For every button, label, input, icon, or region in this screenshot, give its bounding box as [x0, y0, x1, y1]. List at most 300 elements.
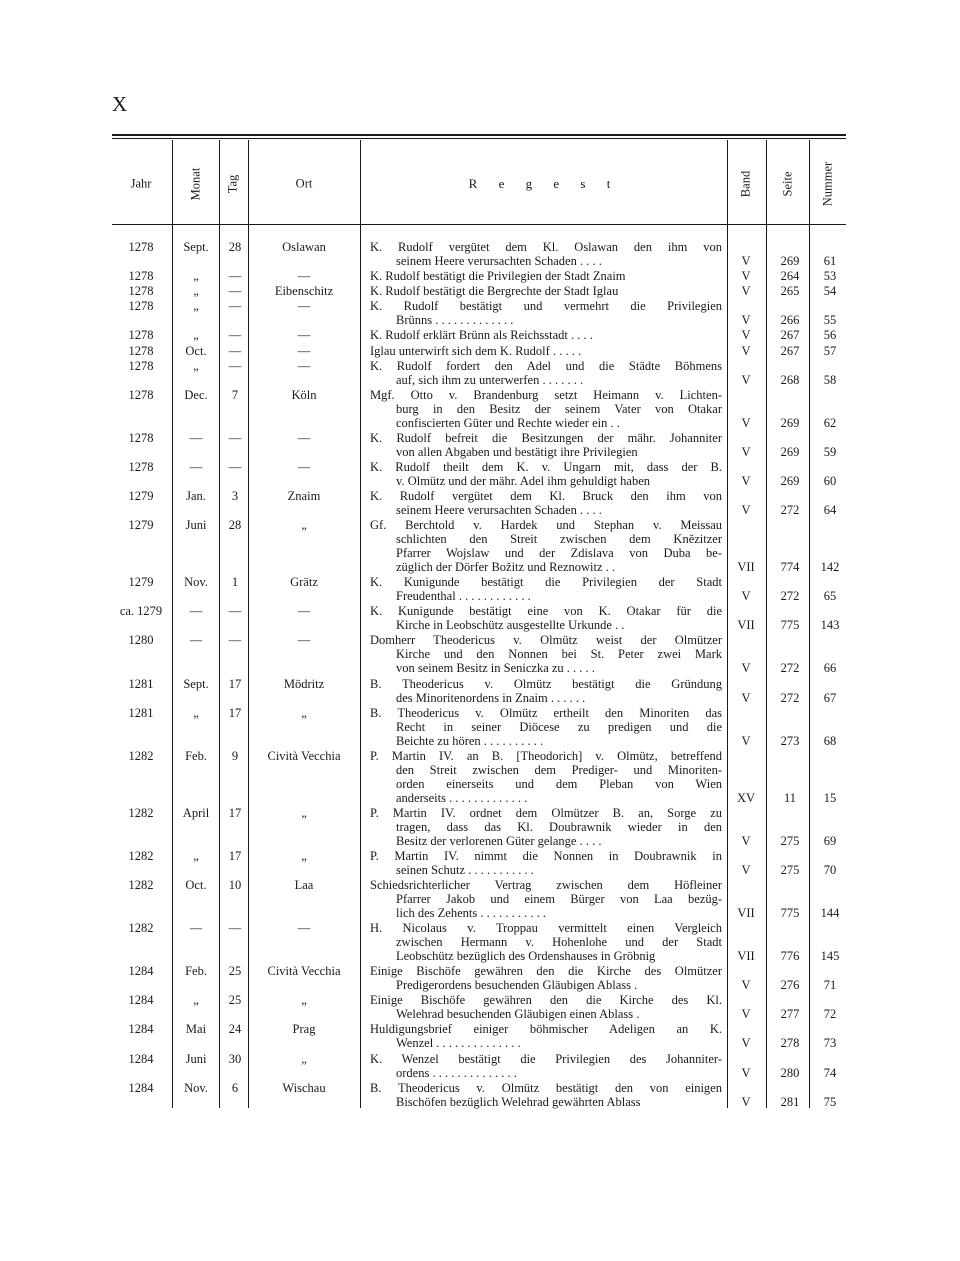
cell-regest — [370, 431, 722, 459]
cell-jahr: 1282 — [128, 878, 154, 892]
cell-jahr: 1284 — [128, 964, 154, 979]
cell-seite: 267 — [780, 328, 800, 343]
regest-line: B. Theodericus v. Olmütz bestätigt die Gründung — [370, 676, 722, 691]
cell-nummer: 142 — [820, 560, 840, 575]
table-row — [0, 489, 960, 517]
regest-line: lich des Zehents . . . . . . . . . . . — [396, 906, 546, 920]
cell-ort: Wischau — [282, 1080, 326, 1095]
cell-nummer: 145 — [820, 949, 840, 964]
cell-tag: — — [228, 299, 242, 314]
cell-monat: April — [182, 805, 210, 820]
table-row — [0, 633, 960, 675]
regest-line: K. Rudolf bestätigt die Privilegien der Stadt Znaim — [370, 269, 626, 284]
cell-seite: 269 — [780, 254, 800, 268]
cell-regest — [370, 359, 722, 387]
cell-seite: 273 — [780, 733, 800, 748]
regest-line: Huldigungsbrief einiger böhmischer Adeligen an K. — [370, 1022, 722, 1037]
table-row — [0, 284, 960, 298]
cell-seite: 774 — [780, 560, 800, 575]
cell-regest — [370, 388, 722, 430]
cell-regest — [370, 849, 722, 877]
regest-line: confiscierten Güter und Rechte wieder ein . . — [396, 415, 620, 430]
table-row — [0, 921, 960, 963]
cell-ort: „ — [301, 705, 307, 720]
regest-line: Wenzel . . . . . . . . . . . . . . — [396, 1036, 521, 1051]
cell-tag: — — [228, 343, 242, 358]
regest-line: Gf. Berchtold v. Hardek und Stephan v. Meissau — [370, 518, 722, 533]
cell-nummer: 65 — [823, 589, 837, 604]
regest-line: Mgf. Otto v. Brandenburg setzt Heimann v. Lichten- — [370, 387, 722, 402]
cell-nummer: 143 — [820, 618, 840, 633]
cell-tag: 9 — [231, 748, 239, 763]
cell-regest — [370, 633, 722, 675]
regest-line: Recht in seiner Diöcese zu predigen und die — [396, 719, 722, 734]
regest-line: P. Martin IV. an B. [Theodorich] v. Olmütz, betreffend — [370, 748, 722, 763]
cell-nummer: 73 — [823, 1036, 837, 1051]
cell-band: V — [741, 313, 751, 328]
cell-nummer: 55 — [823, 313, 837, 328]
cell-tag: 17 — [228, 705, 242, 720]
cell-nummer: 69 — [823, 833, 837, 848]
cell-band: V — [741, 661, 751, 676]
regest-line: Freudenthal . . . . . . . . . . . . — [396, 589, 531, 604]
cell-regest — [370, 921, 722, 963]
cell-tag: 3 — [231, 489, 239, 503]
cell-jahr: 1278 — [128, 343, 154, 358]
cell-regest — [370, 604, 722, 632]
regest-line: Kirche in Leobschütz ausgestellte Urkunde . . — [396, 618, 625, 633]
cell-band: VII — [737, 949, 755, 964]
table-row — [0, 849, 960, 877]
cell-ort: Cività Vecchia — [267, 748, 341, 763]
regest-line: Beichte zu hören . . . . . . . . . . — [396, 733, 544, 748]
cell-seite: 267 — [780, 343, 800, 358]
cell-nummer: 70 — [823, 862, 837, 877]
cell-jahr: 1279 — [128, 575, 154, 590]
regest-line: Schiedsrichterlicher Vertrag zwischen dem Höfleiner — [370, 878, 722, 892]
cell-band: V — [741, 444, 751, 459]
cell-regest — [370, 1022, 722, 1050]
cell-band: V — [741, 328, 751, 343]
cell-tag: — — [228, 604, 242, 619]
cell-regest — [370, 964, 722, 992]
cell-band: V — [741, 1036, 751, 1051]
table-row — [0, 388, 960, 430]
cell-tag: 28 — [228, 240, 242, 254]
cell-seite: 272 — [780, 589, 800, 604]
regest-line: anderseits . . . . . . . . . . . . . — [396, 790, 528, 805]
regest-line: seinen Schutz . . . . . . . . . . . — [396, 862, 534, 877]
cell-band: V — [741, 503, 751, 517]
table-row — [0, 706, 960, 748]
table-row — [0, 460, 960, 488]
cell-band: V — [741, 833, 751, 848]
cell-seite: 280 — [780, 1065, 800, 1080]
cell-tag: — — [228, 459, 242, 474]
cell-regest — [370, 328, 722, 342]
cell-jahr: 1284 — [128, 1080, 154, 1095]
page-number: X — [112, 92, 128, 116]
cell-nummer: 60 — [823, 473, 837, 488]
cell-nummer: 57 — [823, 343, 837, 358]
table-row — [0, 749, 960, 805]
cell-seite: 264 — [780, 269, 800, 284]
table-row — [0, 431, 960, 459]
cell-band: V — [741, 473, 751, 488]
cell-jahr: 1284 — [128, 1022, 154, 1037]
cell-jahr: 1281 — [128, 705, 154, 720]
cell-band: V — [741, 372, 751, 387]
cell-ort: Laa — [294, 878, 314, 892]
regest-line: v. Olmütz und der mähr. Adel ihm gehuldigt haben — [396, 473, 651, 488]
cell-monat: Sept. — [183, 240, 209, 254]
cell-tag: — — [228, 358, 242, 373]
cell-ort: „ — [301, 518, 307, 533]
cell-band: V — [741, 1065, 751, 1080]
cell-band: VII — [737, 618, 755, 633]
cell-monat: Sept. — [183, 676, 209, 691]
regest-line: Einige Bischöfe gewähren den die Kirche des Olmützer — [370, 964, 722, 979]
cell-tag: 17 — [228, 676, 242, 691]
cell-monat: — — [189, 430, 203, 445]
cell-nummer: 72 — [823, 1007, 837, 1022]
header-ort: Ort — [295, 176, 313, 191]
cell-band: VII — [737, 560, 755, 575]
regest-line: Leobschütz bezüglich des Ordenshauses in Gröbnig — [396, 949, 656, 964]
header-monat: Monat — [188, 167, 203, 201]
cell-band: V — [741, 589, 751, 604]
regest-line: Predigerordens besuchenden Gläubigen Ablass . — [396, 978, 638, 993]
cell-regest — [370, 489, 722, 517]
regest-line: ordens . . . . . . . . . . . . . . — [396, 1065, 517, 1080]
cell-seite: 272 — [780, 661, 800, 676]
cell-tag: — — [228, 430, 242, 445]
cell-monat: Feb. — [185, 748, 207, 763]
cell-regest — [370, 878, 722, 920]
regest-line: Domherr Theodericus v. Olmütz weist der Olmützer — [370, 633, 722, 648]
cell-seite: 278 — [780, 1036, 800, 1051]
cell-nummer: 74 — [823, 1065, 837, 1080]
cell-regest — [370, 1052, 722, 1080]
table-row — [0, 344, 960, 358]
cell-regest — [370, 299, 722, 327]
cell-band: V — [741, 1007, 751, 1022]
cell-band: V — [741, 1094, 751, 1109]
regest-line: des Minoritenordens in Znaim . . . . . . — [396, 690, 586, 705]
cell-jahr: 1279 — [128, 489, 154, 503]
cell-jahr: 1282 — [128, 921, 154, 936]
cell-ort: — — [297, 343, 311, 358]
cell-tag: 25 — [228, 964, 242, 979]
table-row — [0, 518, 960, 574]
cell-jahr: 1278 — [128, 430, 154, 445]
cell-monat: Juni — [185, 518, 207, 533]
cell-monat: Juni — [185, 1051, 207, 1066]
regest-line: auf, sich ihm zu unterwerfen . . . . . . . — [396, 372, 584, 387]
cell-band: V — [741, 343, 751, 358]
table-row — [0, 240, 960, 268]
cell-nummer: 61 — [823, 254, 837, 268]
cell-ort: „ — [301, 1051, 307, 1066]
cell-tag: — — [228, 921, 242, 936]
cell-jahr: 1278 — [128, 358, 154, 373]
cell-nummer: 56 — [823, 328, 837, 343]
cell-monat: Nov. — [184, 575, 208, 590]
cell-jahr: 1278 — [128, 284, 154, 299]
cell-monat: — — [189, 459, 203, 474]
cell-ort: — — [297, 633, 311, 648]
regest-line: seinem Heere verursachten Schaden . . . . — [396, 254, 602, 268]
regest-line: K. Kunigunde bestätigt eine von K. Otakar für die — [370, 604, 722, 619]
regest-line: K. Wenzel bestätigt die Privilegien des Johanniter- — [370, 1051, 722, 1066]
cell-ort: Prag — [292, 1022, 316, 1037]
cell-jahr: 1278 — [128, 459, 154, 474]
cell-monat: — — [189, 604, 203, 619]
cell-ort: „ — [301, 805, 307, 820]
cell-jahr: ca. 1279 — [119, 604, 163, 619]
cell-regest — [370, 806, 722, 848]
table-row — [0, 878, 960, 920]
cell-regest — [370, 677, 722, 705]
cell-tag: 10 — [228, 878, 242, 892]
cell-seite: 272 — [780, 690, 800, 705]
cell-tag: — — [228, 284, 242, 299]
regest-line: Iglau unterwirft sich dem K. Rudolf . . . . . — [370, 343, 582, 358]
cell-monat: „ — [193, 328, 199, 343]
cell-ort: — — [297, 921, 311, 936]
regest-line: Pfarrer Jakob und einem Bürger von Laa bezüg- — [396, 892, 722, 906]
cell-nummer: 71 — [823, 978, 837, 993]
cell-ort: Cività Vecchia — [267, 964, 341, 979]
header-jahr: Jahr — [130, 176, 152, 191]
cell-regest — [370, 1081, 722, 1109]
regest-line: burg in den Besitz der seinem Vater von Otakar — [396, 401, 722, 416]
cell-jahr: 1278 — [128, 328, 154, 343]
regest-line: K. Rudolf theilt dem K. v. Ungarn mit, dass der B. — [370, 459, 722, 474]
cell-band: V — [741, 269, 751, 284]
table-row — [0, 299, 960, 327]
cell-seite: 269 — [780, 473, 800, 488]
cell-nummer: 68 — [823, 733, 837, 748]
cell-ort: — — [297, 430, 311, 445]
cell-regest — [370, 749, 722, 805]
cell-jahr: 1282 — [128, 805, 154, 820]
table-row — [0, 604, 960, 632]
cell-seite: 266 — [780, 313, 800, 328]
cell-regest — [370, 706, 722, 748]
cell-monat: — — [189, 633, 203, 648]
cell-tag: 25 — [228, 993, 242, 1008]
cell-jahr: 1279 — [128, 518, 154, 533]
cell-ort: Grätz — [290, 575, 318, 590]
cell-jahr: 1284 — [128, 1051, 154, 1066]
cell-jahr: 1284 — [128, 993, 154, 1008]
regest-line: den Streit zwischen dem Prediger- und Minoriten- — [396, 762, 722, 777]
cell-seite: 276 — [780, 978, 800, 993]
regest-line: Besitz der verlorenen Güter gelange . . . . — [396, 833, 602, 848]
table-row — [0, 328, 960, 342]
cell-jahr: 1278 — [128, 269, 154, 284]
cell-nummer: 66 — [823, 661, 837, 676]
regest-line: Kirche und den Nonnen bei St. Peter zwei Mark — [396, 647, 722, 662]
cell-tag: — — [228, 633, 242, 648]
cell-regest — [370, 284, 722, 298]
table-row — [0, 1081, 960, 1109]
regest-line: P. Martin IV. ordnet dem Olmützer B. an, Sorge zu — [370, 805, 722, 820]
cell-nummer: 58 — [823, 372, 837, 387]
cell-seite: 776 — [780, 949, 800, 964]
cell-band: V — [741, 862, 751, 877]
regest-line: B. Theodericus v. Olmütz bestätigt den von einigen — [370, 1080, 722, 1095]
cell-band: V — [741, 978, 751, 993]
cell-seite: 265 — [780, 284, 800, 299]
cell-monat: Feb. — [185, 964, 207, 979]
table-row — [0, 575, 960, 603]
cell-tag: — — [228, 269, 242, 284]
header-band: Band — [738, 170, 753, 198]
cell-monat: „ — [193, 284, 199, 299]
regest-line: K. Rudolf fordert den Adel und die Städte Böhmens — [370, 358, 722, 373]
regest-line: K. Rudolf bestätigt und vermehrt die Privilegien — [370, 299, 722, 314]
regest-line: schlichten den Streit zwischen dem Knězitzer — [396, 532, 722, 547]
cell-band: V — [741, 254, 751, 268]
cell-ort: „ — [301, 848, 307, 863]
regest-line: von seinem Besitz in Seniczka zu . . . . . — [396, 661, 595, 676]
cell-monat: Oct. — [185, 878, 207, 892]
cell-tag: 1 — [231, 575, 239, 590]
regest-line: K. Rudolf vergütet dem Kl. Oslawan den ihm von — [370, 240, 722, 254]
cell-band: VII — [737, 906, 755, 920]
cell-ort: — — [297, 299, 311, 314]
regest-line: Welehrad besuchenden Gläubigen einen Ablass . — [396, 1007, 640, 1022]
regest-line: K. Kunigunde bestätigt die Privilegien der Stadt — [370, 575, 722, 590]
cell-seite: 277 — [780, 1007, 800, 1022]
cell-ort: — — [297, 328, 311, 343]
regest-line: Einige Bischöfe gewähren den die Kirche des Kl. — [370, 993, 722, 1008]
cell-regest — [370, 269, 722, 283]
cell-seite: 775 — [780, 906, 800, 920]
cell-monat: Oct. — [185, 343, 207, 358]
cell-regest — [370, 344, 722, 358]
cell-monat: „ — [193, 993, 199, 1008]
regest-line: orden einerseits und dem Pleban von Wien — [396, 776, 722, 791]
cell-ort: „ — [301, 993, 307, 1008]
regest-line: Brünns . . . . . . . . . . . . . — [396, 313, 514, 328]
cell-monat: Dec. — [184, 387, 208, 402]
table-row — [0, 806, 960, 848]
cell-tag: — — [228, 328, 242, 343]
regest-line: K. Rudolf erklärt Brünn als Reichsstadt . . . . — [370, 328, 593, 343]
cell-ort: Mödritz — [283, 676, 325, 691]
cell-tag: 28 — [228, 518, 242, 533]
cell-tag: 7 — [231, 387, 239, 402]
cell-ort: — — [297, 269, 311, 284]
cell-ort: — — [297, 358, 311, 373]
table-row — [0, 964, 960, 992]
cell-nummer: 54 — [823, 284, 837, 299]
regest-line: K. Rudolf befreit die Besitzungen der mähr. Johanniter — [370, 430, 722, 445]
regest-line: züglich der Dörfer Božitz und Reznowitz . . — [396, 560, 616, 575]
cell-regest — [370, 993, 722, 1021]
cell-monat: Mai — [185, 1022, 207, 1037]
cell-band: V — [741, 415, 751, 430]
regest-line: von allen Abgaben und bestätigt ihre Privilegien — [396, 444, 638, 459]
cell-seite: 275 — [780, 862, 800, 877]
cell-seite: 775 — [780, 618, 800, 633]
header-regest: R e g e s t — [468, 176, 620, 191]
regest-line: Pfarrer Wojslaw und der Zdislava von Duba be- — [396, 546, 722, 561]
cell-jahr: 1281 — [128, 676, 154, 691]
cell-seite: 269 — [780, 415, 800, 430]
table-row — [0, 1022, 960, 1050]
header-seite: Seite — [780, 171, 795, 197]
cell-tag: 30 — [228, 1051, 242, 1066]
cell-regest — [370, 460, 722, 488]
cell-jahr: 1282 — [128, 748, 154, 763]
cell-nummer: 59 — [823, 444, 837, 459]
cell-monat: — — [189, 921, 203, 936]
cell-tag: 24 — [228, 1022, 242, 1037]
cell-ort: Köln — [291, 387, 317, 402]
header-tag: Tag — [225, 174, 240, 194]
table-row — [0, 269, 960, 283]
cell-monat: „ — [193, 269, 199, 284]
cell-seite: 269 — [780, 444, 800, 459]
regest-line: K. Rudolf vergütet dem Kl. Bruck den ihm von — [370, 489, 722, 503]
table-row — [0, 677, 960, 705]
cell-seite: 272 — [780, 503, 800, 517]
cell-tag: 17 — [228, 805, 242, 820]
cell-seite: 281 — [780, 1094, 800, 1109]
regest-line: seinem Heere verursachten Schaden . . . . — [396, 503, 602, 517]
cell-regest — [370, 575, 722, 603]
regest-line: B. Theodericus v. Olmütz ertheilt den Minoriten das — [370, 705, 722, 720]
cell-regest — [370, 240, 722, 268]
cell-band: V — [741, 284, 751, 299]
cell-tag: 6 — [231, 1080, 239, 1095]
cell-monat: „ — [193, 358, 199, 373]
cell-monat: Nov. — [184, 1080, 208, 1095]
regest-line: K. Rudolf bestätigt die Bergrechte der Stadt Iglau — [370, 284, 619, 299]
cell-ort: — — [297, 604, 311, 619]
cell-monat: „ — [193, 705, 199, 720]
cell-tag: 17 — [228, 848, 242, 863]
table-row — [0, 993, 960, 1021]
header-nummer: Nummer — [820, 161, 835, 207]
cell-seite: 11 — [783, 790, 797, 805]
regest-line: tragen, dass das Kl. Doubrawnik wieder in den — [396, 819, 722, 834]
cell-nummer: 64 — [823, 503, 837, 517]
table-row — [0, 359, 960, 387]
regest-line: zwischen Hermann v. Hohenlohe und der Stadt — [396, 935, 722, 950]
cell-jahr: 1278 — [128, 299, 154, 314]
cell-ort: Eibenschitz — [274, 284, 334, 299]
cell-nummer: 15 — [823, 790, 837, 805]
cell-ort: Znaim — [287, 489, 321, 503]
cell-seite: 275 — [780, 833, 800, 848]
cell-monat: „ — [193, 299, 199, 314]
cell-jahr: 1278 — [128, 387, 154, 402]
regest-line: H. Nicolaus v. Troppau vermittelt einen Vergleich — [370, 921, 722, 936]
regest-line: P. Martin IV. nimmt die Nonnen in Doubrawnik in — [370, 848, 722, 863]
cell-nummer: 75 — [823, 1094, 837, 1109]
cell-seite: 268 — [780, 372, 800, 387]
cell-monat: „ — [193, 848, 199, 863]
regest-line: Bischöfen bezüglich Welehrad gewährten Ablass — [396, 1094, 641, 1109]
cell-band: XV — [736, 790, 756, 805]
cell-jahr: 1282 — [128, 848, 154, 863]
table-row — [0, 1052, 960, 1080]
